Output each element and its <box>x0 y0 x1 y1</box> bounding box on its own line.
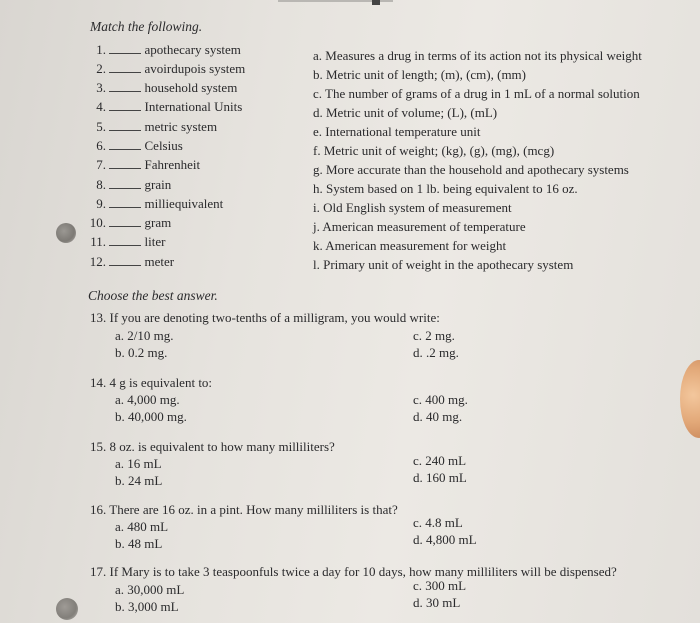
option-17d[interactable]: d. 30 mL <box>413 595 461 610</box>
match-term-row <box>80 177 171 193</box>
option-13a[interactable]: a. 2/10 mg. <box>115 328 174 343</box>
definition-item: i. Old English system of measurement <box>313 200 512 215</box>
match-heading: Match the following. <box>90 19 203 34</box>
term-label: Celsius <box>144 138 183 153</box>
term-label: apothecary system <box>144 42 241 57</box>
option-14c[interactable]: c. 400 mg. <box>413 392 468 407</box>
answer-blank[interactable] <box>109 121 141 131</box>
term-label: Fahrenheit <box>144 157 201 172</box>
binder-hole <box>56 598 78 620</box>
option-16b[interactable]: b. 48 mL <box>115 536 163 551</box>
term-label: International Units <box>144 99 243 114</box>
definition-item: e. International temperature unit <box>313 124 481 139</box>
match-term-row <box>80 215 171 231</box>
option-16d[interactable]: d. 4,800 mL <box>413 532 477 547</box>
answer-blank[interactable] <box>109 101 141 111</box>
match-term-row <box>80 157 200 173</box>
match-term-row <box>80 138 183 154</box>
answer-blank[interactable] <box>109 179 141 189</box>
definition-item: c. The number of grams of a drug in 1 mL of a normal solution <box>313 86 640 101</box>
definition-item: a. Measures a drug in terms of its action not its physical weight <box>313 48 642 63</box>
definition-item: b. Metric unit of length; (m), (cm), (mm) <box>313 67 527 82</box>
answer-blank[interactable] <box>109 63 141 73</box>
option-16a[interactable]: a. 480 mL <box>115 519 169 534</box>
match-term-row <box>80 80 237 96</box>
answer-blank[interactable] <box>109 44 141 54</box>
option-13c[interactable]: c. 2 mg. <box>413 328 455 343</box>
definition-item: l. Primary unit of weight in the apothecary system <box>313 257 574 272</box>
match-term-row <box>80 254 174 270</box>
option-16c[interactable]: c. 4.8 mL <box>413 515 463 530</box>
option-17a[interactable]: a. 30,000 mL <box>115 582 185 597</box>
term-label: milliequivalent <box>144 196 224 211</box>
answer-blank[interactable] <box>109 82 141 92</box>
answer-blank[interactable] <box>109 236 141 246</box>
term-label: meter <box>144 254 175 269</box>
term-number: 8. <box>96 177 106 192</box>
thumb-edge <box>680 360 700 438</box>
question-13: 13. If you are denoting two-tenths of a milligram, you would write: <box>90 310 440 325</box>
term-number: 6. <box>96 138 106 153</box>
answer-blank[interactable] <box>109 198 141 208</box>
definition-item: h. System based on 1 lb. being equivalent to 16 oz. <box>313 181 578 196</box>
question-14: 14. 4 g is equivalent to: <box>90 375 213 390</box>
option-14d[interactable]: d. 40 mg. <box>413 409 463 424</box>
term-label: household system <box>144 80 238 95</box>
definition-item: f. Metric unit of weight; (kg), (g), (mg), (mcg) <box>313 143 555 158</box>
definition-item: d. Metric unit of volume; (L), (mL) <box>313 105 498 120</box>
answer-blank[interactable] <box>109 159 141 169</box>
match-term-row <box>80 196 223 212</box>
match-term-row <box>80 119 217 135</box>
match-term-row <box>80 99 242 115</box>
match-term-row <box>80 42 241 58</box>
option-15c[interactable]: c. 240 mL <box>413 453 467 468</box>
question-17: 17. If Mary is to take 3 teaspoonfuls twice a day for 10 days, how many milliliters will be dispensed? <box>90 564 617 579</box>
term-label: gram <box>144 215 172 230</box>
option-14b[interactable]: b. 40,000 mg. <box>115 409 187 424</box>
option-17c[interactable]: c. 300 mL <box>413 578 467 593</box>
option-15a[interactable]: a. 16 mL <box>115 456 162 471</box>
answer-blank[interactable] <box>109 256 141 266</box>
answer-blank[interactable] <box>109 140 141 150</box>
option-13b[interactable]: b. 0.2 mg. <box>115 345 168 360</box>
term-number: 12. <box>89 254 106 269</box>
term-label: grain <box>144 177 172 192</box>
match-term-row <box>80 61 245 77</box>
term-label: liter <box>144 234 166 249</box>
question-16: 16. There are 16 oz. in a pint. How many milliliters is that? <box>90 502 398 517</box>
term-number: 7. <box>96 157 106 172</box>
question-15: 15. 8 oz. is equivalent to how many milliliters? <box>90 439 335 454</box>
definition-item: g. More accurate than the household and apothecary systems <box>313 162 629 177</box>
term-number: 4. <box>96 99 106 114</box>
match-term-row <box>80 234 165 250</box>
definition-item: j. American measurement of temperature <box>313 219 526 234</box>
term-label: metric system <box>144 119 218 134</box>
term-number: 2. <box>96 61 106 76</box>
term-number: 5. <box>96 119 106 134</box>
answer-blank[interactable] <box>109 217 141 227</box>
binder-hole <box>56 223 76 243</box>
term-number: 11. <box>90 234 106 249</box>
option-15b[interactable]: b. 24 mL <box>115 473 163 488</box>
definition-item: k. American measurement for weight <box>313 238 507 253</box>
top-marker <box>372 0 380 5</box>
option-17b[interactable]: b. 3,000 mL <box>115 599 179 614</box>
term-number: 3. <box>96 80 106 95</box>
term-number: 1. <box>96 42 106 57</box>
option-13d[interactable]: d. .2 mg. <box>413 345 459 360</box>
term-label: avoirdupois system <box>144 61 246 76</box>
choose-heading: Choose the best answer. <box>88 288 218 303</box>
option-15d[interactable]: d. 160 mL <box>413 470 467 485</box>
option-14a[interactable]: a. 4,000 mg. <box>115 392 180 407</box>
term-number: 10. <box>89 215 106 230</box>
term-number: 9. <box>96 196 106 211</box>
